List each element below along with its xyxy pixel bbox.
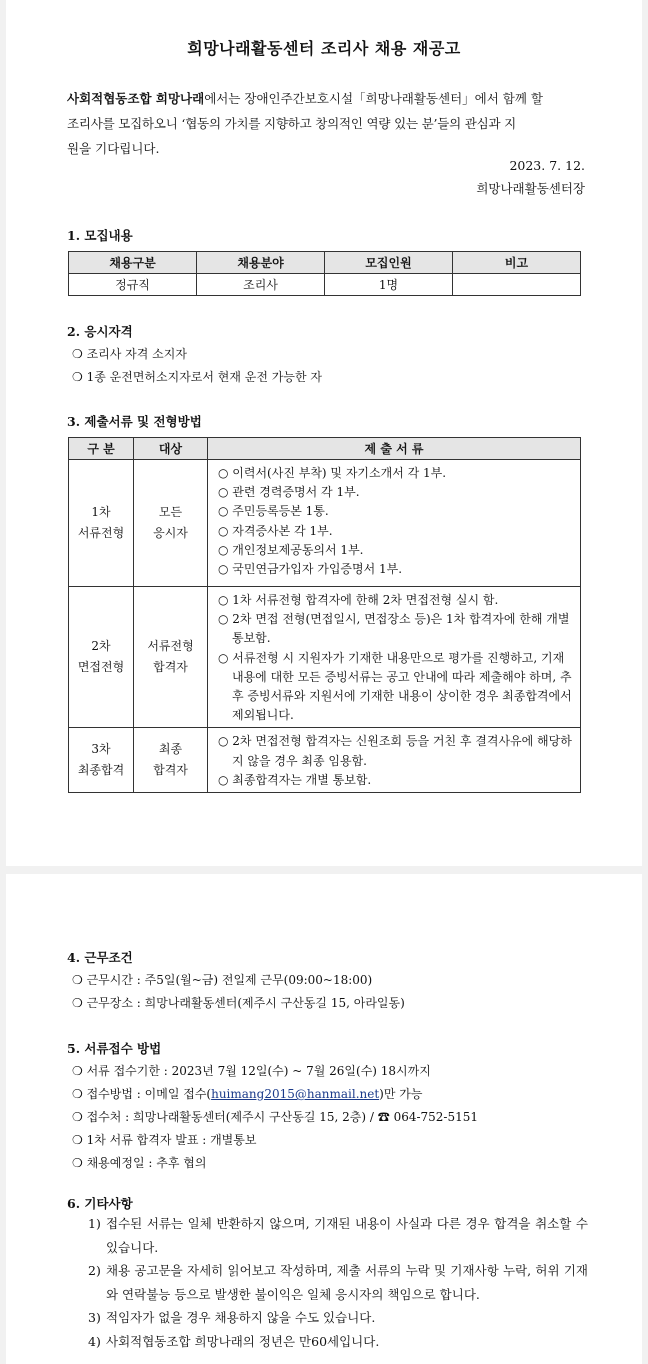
target-cell: 모든 응시자 <box>134 460 208 587</box>
list-item: 1) 접수된 서류는 일체 반환하지 않으며, 기재된 내용이 사실과 다른 경우 합격을 취소할 수 있습니다. <box>88 1216 588 1255</box>
list-item: ❍ 근무시간 : 주5일(월~금) 전일제 근무(09:00~18:00) <box>72 973 373 987</box>
section-6-heading: 6. 기타사항 <box>67 1196 133 1211</box>
list-item: ❍ 접수처 : 희망나래활동센터(제주시 구산동길 15, 2층) / ☎ 064-752-5151 <box>72 1110 479 1124</box>
table-cell: 정규직 <box>69 274 197 296</box>
intro-line-3: 원을 기다립니다. <box>67 141 160 156</box>
section-3-heading: 3. 제출서류 및 전형방법 <box>67 414 202 429</box>
table-cell: 조리사 <box>197 274 325 296</box>
notice-issuer: 희망나래활동센터장 <box>476 181 585 196</box>
table-row <box>69 728 581 793</box>
table-header-row <box>69 252 581 274</box>
documents-cell: ○ 1차 서류전형 합격자에 한해 2차 면접전형 실시 함. ○ 2차 면접 전형(면접일시, 면접장소 등)은 1차 합격자에 한해 개별 통보함. ○ 서류전형 시 지원자가 기재한 내용만으로 평가를 진행하고, 기재 내용에 대한 모든 증빙서류는 공고 안내에 따라 제출해야 하며, 추후 증빙서류와 지원서에 기재한 내용이 상이한 경우 최종합격에서 제외됩니다. <box>208 587 581 728</box>
list-item: ❍ 1종 운전면허소지자로서 현재 운전 가능한 자 <box>72 370 322 384</box>
bullet-icon: ❍ <box>72 347 83 361</box>
bullet-icon: ❍ <box>72 996 83 1010</box>
target-cell: 최종 합격자 <box>134 728 208 793</box>
notice-date: 2023. 7. 12. <box>509 158 585 173</box>
documents-cell: ○ 이력서(사진 부착) 및 자기소개서 각 1부. ○ 관련 경력증명서 각 1부. ○ 주민등록등본 1통. ○ 자격증사본 각 1부. ○ 개인정보제공동의서 1부. ○ 국민연금가입자 가입증명서 1부. <box>208 460 581 587</box>
table-row <box>69 274 581 296</box>
list-item: ❍ 채용예정일 : 추후 협의 <box>72 1156 207 1170</box>
bullet-icon: ❍ <box>72 1133 83 1147</box>
table-row <box>69 460 581 587</box>
page-title: 희망나래활동센터 조리사 채용 재공고 <box>187 39 461 58</box>
section-4-heading: 4. 근무조건 <box>67 950 133 965</box>
table-header: 채용분야 <box>197 252 325 274</box>
recruitment-table <box>68 251 581 296</box>
selection-process-table <box>68 437 581 793</box>
bullet-icon: ❍ <box>72 1064 83 1078</box>
notes-list <box>88 1212 588 1353</box>
section-1-heading: 1. 모집내용 <box>67 228 133 243</box>
document-page-2 <box>6 874 642 1364</box>
table-row <box>69 587 581 728</box>
list-item: 3) 적임자가 없을 경우 채용하지 않을 수도 있습니다. <box>88 1310 376 1325</box>
list-item: ❍ 서류 접수기한 : 2023년 7월 12일(수) ~ 7월 26일(수) 18시까지 <box>72 1064 431 1078</box>
table-header: 제 출 서 류 <box>208 438 581 460</box>
bullet-icon: ❍ <box>72 1156 83 1170</box>
list-item: ❍ 근무장소 : 희망나래활동센터(제주시 구산동길 15, 아라일동) <box>72 996 405 1010</box>
phone-icon: ☎ <box>377 1110 390 1124</box>
section-5-heading: 5. 서류접수 방법 <box>67 1041 162 1056</box>
intro-line-1: 에서는 장애인주간보호시설「희망나래활동센터」에서 함께 할 <box>204 91 543 106</box>
bullet-icon: ❍ <box>72 973 83 987</box>
bullet-icon: ❍ <box>72 1110 83 1124</box>
table-header: 구 분 <box>69 438 134 460</box>
table-header: 비고 <box>453 252 581 274</box>
table-header: 채용구분 <box>69 252 197 274</box>
table-cell: 1명 <box>325 274 453 296</box>
email-link[interactable]: huimang2015@hanmail.net <box>211 1087 380 1101</box>
intro-paragraph <box>67 86 585 161</box>
bullet-icon: ❍ <box>72 370 83 384</box>
stage-cell: 3차 최종합격 <box>69 728 134 793</box>
phone-number: 064-752-5151 <box>393 1110 479 1124</box>
documents-cell: ○ 2차 면접전형 합격자는 신원조회 등을 거친 후 결격사유에 해당하지 않을 경우 최종 임용함. ○ 최종합격자는 개별 통보함. <box>208 728 581 793</box>
list-item: ❍ 조리사 자격 소지자 <box>72 347 187 361</box>
table-header-row <box>69 438 581 460</box>
table-cell <box>453 274 581 296</box>
list-item: 4) 사회적협동조합 희망나래의 정년은 만60세입니다. <box>88 1333 380 1349</box>
list-item: ❍ 1차 서류 합격자 발표 : 개별통보 <box>72 1133 257 1147</box>
bullet-icon: ❍ <box>72 1087 83 1101</box>
list-item: ❍ 접수방법 : 이메일 접수(huimang2015@hanmail.net)만 가능 <box>72 1087 423 1101</box>
target-cell: 서류전형 합격자 <box>134 587 208 728</box>
table-header: 모집인원 <box>325 252 453 274</box>
table-header: 대상 <box>134 438 208 460</box>
document-page-1 <box>6 0 642 866</box>
stage-cell: 1차 서류전형 <box>69 460 134 587</box>
stage-cell: 2차 면접전형 <box>69 587 134 728</box>
list-item: 2) 채용 공고문을 자세히 읽어보고 작성하며, 제출 서류의 누락 및 기재사항 누락, 허위 기재와 연락불능 등으로 발생한 불이익은 일체 응시자의 책임으로 합니다. <box>88 1263 588 1302</box>
organization-name: 사회적협동조합 희망나래 <box>67 91 205 106</box>
section-2-heading: 2. 응시자격 <box>67 324 133 339</box>
intro-line-2: 조리사를 모집하오니 ‘협동의 가치를 지향하고 창의적인 역량 있는 분’들의 관심과 지 <box>67 116 517 131</box>
